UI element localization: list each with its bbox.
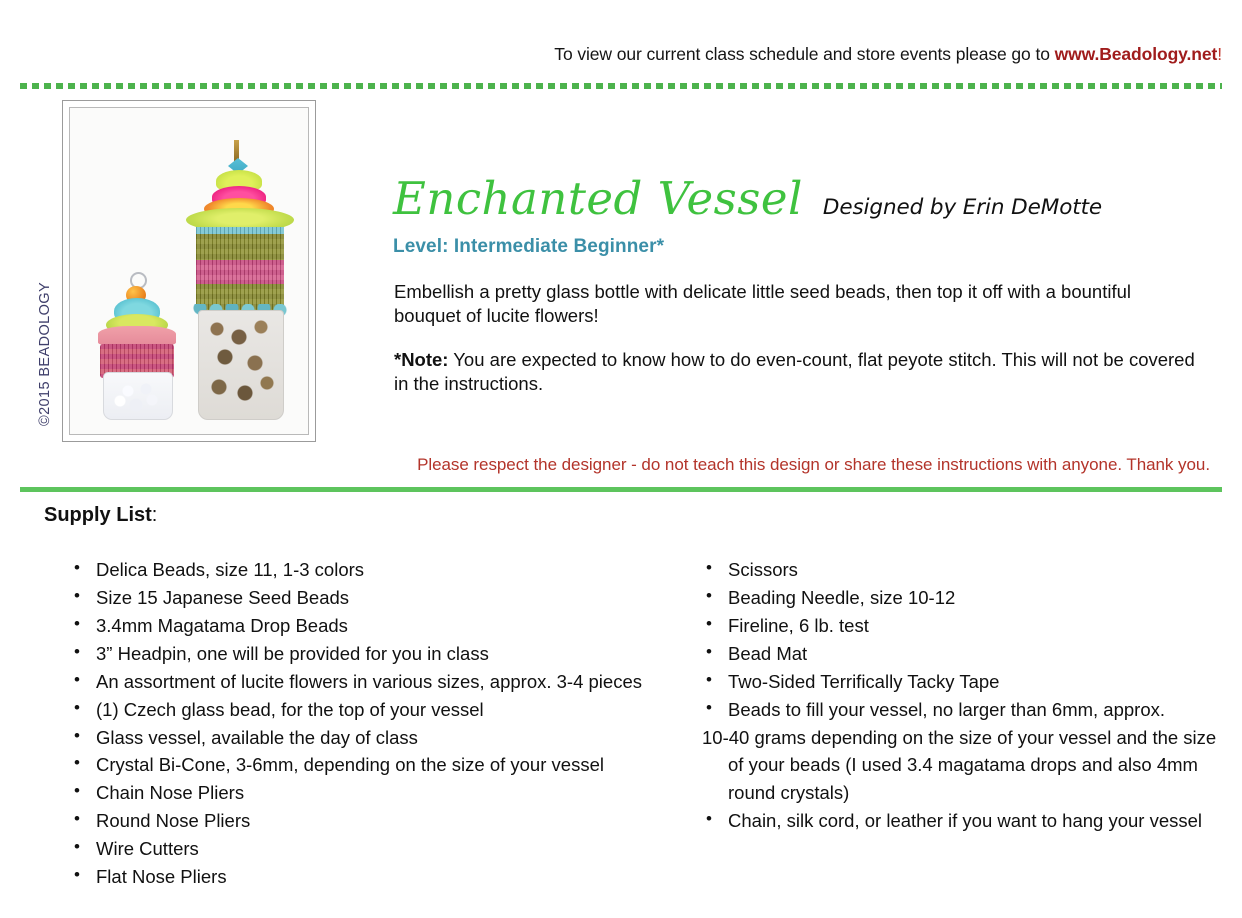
respect-designer-notice: Please respect the designer - do not teach this design or share these instructions with anyone. Thank you. <box>417 455 1210 474</box>
beadology-url-link[interactable]: www.Beadology.net <box>1054 44 1218 64</box>
list-item: • An assortment of lucite flowers in various sizes, approx. 3-4 pieces <box>70 668 670 696</box>
list-item: • Beads to fill your vessel, no larger than 6mm, approx. <box>700 696 1220 724</box>
list-item: • Beading Needle, size 10-12 <box>700 584 1220 612</box>
clear-crystal-filled-jar <box>103 372 173 420</box>
pink-vessel-lid <box>98 326 176 346</box>
header-exclamation: ! <box>1217 44 1222 64</box>
list-item: • Wire Cutters <box>70 835 670 863</box>
skill-level-label: Level: Intermediate Beginner* <box>393 236 665 257</box>
amber-bead-filled-jar <box>198 310 284 420</box>
project-description: Embellish a pretty glass bottle with delicate little seed beads, then top it off with a bountiful bouquet of lucite flowers! <box>394 281 1132 327</box>
list-item: • Chain, silk cord, or leather if you want to hang your vessel <box>700 807 1220 835</box>
supply-list-heading-colon: : <box>151 504 158 526</box>
beaded-vessels-photo <box>69 107 309 435</box>
list-item: • Scissors <box>700 556 1220 584</box>
olive-peyote-band-upper <box>196 234 284 262</box>
supply-list-left-items <box>70 556 670 891</box>
solid-green-divider <box>20 487 1222 492</box>
supply-list-left-column <box>70 556 670 891</box>
header-notice <box>0 44 1222 65</box>
list-item: • (1) Czech glass bead, for the top of your vessel <box>70 696 670 724</box>
dotted-green-divider <box>20 83 1222 89</box>
note-body: You are expected to know how to do even-count, flat peyote stitch. This will not be covered in the instructions. <box>394 349 1195 395</box>
header-notice-text: To view our current class schedule and store events please go to <box>554 44 1055 64</box>
list-item: • Delica Beads, size 11, 1-3 colors <box>70 556 670 584</box>
list-item-continuation-text: 10-40 grams depending on the size of your vessel and the size of your beads (I used 3.4 magatama drops and also 4mm round crystals) <box>702 726 1217 804</box>
list-item: • Glass vessel, available the day of class <box>70 724 670 752</box>
pink-peyote-band-large <box>196 260 284 286</box>
list-item: • Crystal Bi-Cone, 3-6mm, depending on the size of your vessel <box>70 751 670 779</box>
designer-credit: Designed by Erin DeMotte <box>822 195 1103 220</box>
prerequisite-note <box>394 348 1206 397</box>
supply-list-right-column <box>700 556 1220 835</box>
note-label: *Note: <box>394 349 449 370</box>
list-item: • Fireline, 6 lb. test <box>700 612 1220 640</box>
title-row <box>393 172 1103 225</box>
list-item: • Round Nose Pliers <box>70 807 670 835</box>
list-item: • Chain Nose Pliers <box>70 779 670 807</box>
list-item: • 3” Headpin, one will be provided for you in class <box>70 640 670 668</box>
supply-list-right-items <box>700 556 1220 835</box>
copyright-vertical <box>34 268 56 440</box>
product-photo-frame <box>62 100 316 442</box>
page-title: Enchanted Vessel <box>393 172 803 225</box>
supply-list-heading <box>44 504 157 527</box>
list-item-continuation <box>700 724 1220 808</box>
list-item: • Two-Sided Terrifically Tacky Tape <box>700 668 1220 696</box>
supply-list-heading-bold: Supply List <box>44 504 152 526</box>
list-item: • Size 15 Japanese Seed Beads <box>70 584 670 612</box>
copyright-text: ©2015 BEADOLOGY <box>37 281 53 427</box>
list-item: • Bead Mat <box>700 640 1220 668</box>
list-item: • 3.4mm Magatama Drop Beads <box>70 612 670 640</box>
list-item: • Flat Nose Pliers <box>70 863 670 891</box>
